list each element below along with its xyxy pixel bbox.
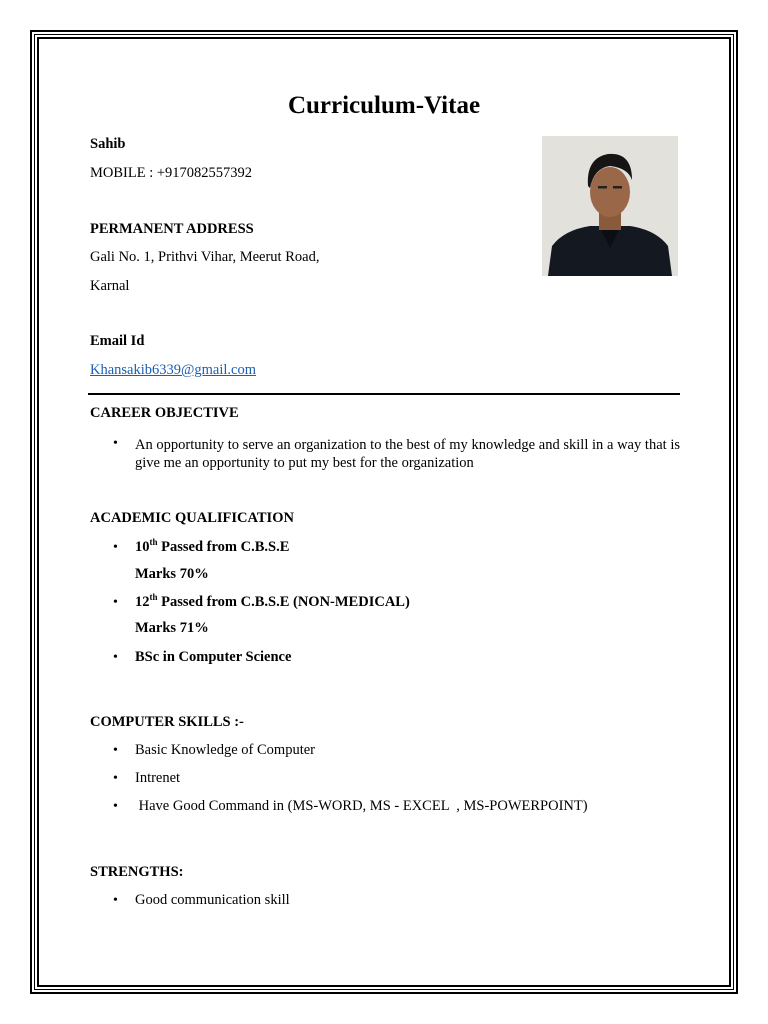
skill-item: Have Good Command in (MS-WORD, MS - EXCEL , MS-POWERPOINT) <box>135 798 588 814</box>
academic-item <box>135 594 410 611</box>
grade-suffix: th <box>149 592 158 603</box>
grade-number: 12 <box>135 594 150 610</box>
academic-heading: ACADEMIC QUALIFICATION <box>90 510 294 526</box>
grade-number: 10 <box>135 539 150 555</box>
bullet-icon: • <box>113 799 118 814</box>
email-link[interactable]: Khansakib6339@gmail.com <box>90 362 256 378</box>
bullet-icon: • <box>113 650 118 665</box>
marks-text: Marks 70% <box>135 566 209 582</box>
profile-photo <box>542 136 678 276</box>
qualification-text: Passed from C.B.S.E (NON-MEDICAL) <box>157 594 410 610</box>
mobile-number: MOBILE : +917082557392 <box>90 165 253 181</box>
skill-item: Intrenet <box>135 770 181 786</box>
strengths-heading: STRENGTHS: <box>90 864 184 880</box>
marks-text: Marks 71% <box>135 620 209 636</box>
strength-item: Good communication skill <box>135 892 290 908</box>
career-objective-heading: CAREER OBJECTIVE <box>90 405 239 421</box>
bullet-icon: • <box>113 893 118 908</box>
person-photo-icon <box>542 136 678 276</box>
computer-skills-heading: COMPUTER SKILLS :- <box>90 714 244 730</box>
qualification-text: Passed from C.B.S.E <box>157 539 290 555</box>
bullet-icon: • <box>113 743 118 758</box>
candidate-name: Sahib <box>90 136 126 152</box>
section-divider <box>88 393 680 395</box>
bullet-icon: • <box>113 436 118 451</box>
bullet-icon: • <box>113 595 118 610</box>
email-heading: Email Id <box>90 333 145 349</box>
address-line-2: Karnal <box>90 278 130 294</box>
address-heading: PERMANENT ADDRESS <box>90 221 254 237</box>
career-objective-text: An opportunity to serve an organization to the best of my knowledge and skill in a way that is give me an opportunity to put my best for the organization <box>135 437 680 471</box>
academic-item <box>135 539 289 556</box>
bullet-icon: • <box>113 540 118 555</box>
skill-item: Basic Knowledge of Computer <box>135 742 316 758</box>
bullet-icon: • <box>113 771 118 786</box>
academic-item: BSc in Computer Science <box>135 649 292 665</box>
grade-suffix: th <box>149 537 158 548</box>
document-title: Curriculum-Vitae <box>287 92 481 119</box>
address-line-1: Gali No. 1, Prithvi Vihar, Meerut Road, <box>90 249 320 265</box>
